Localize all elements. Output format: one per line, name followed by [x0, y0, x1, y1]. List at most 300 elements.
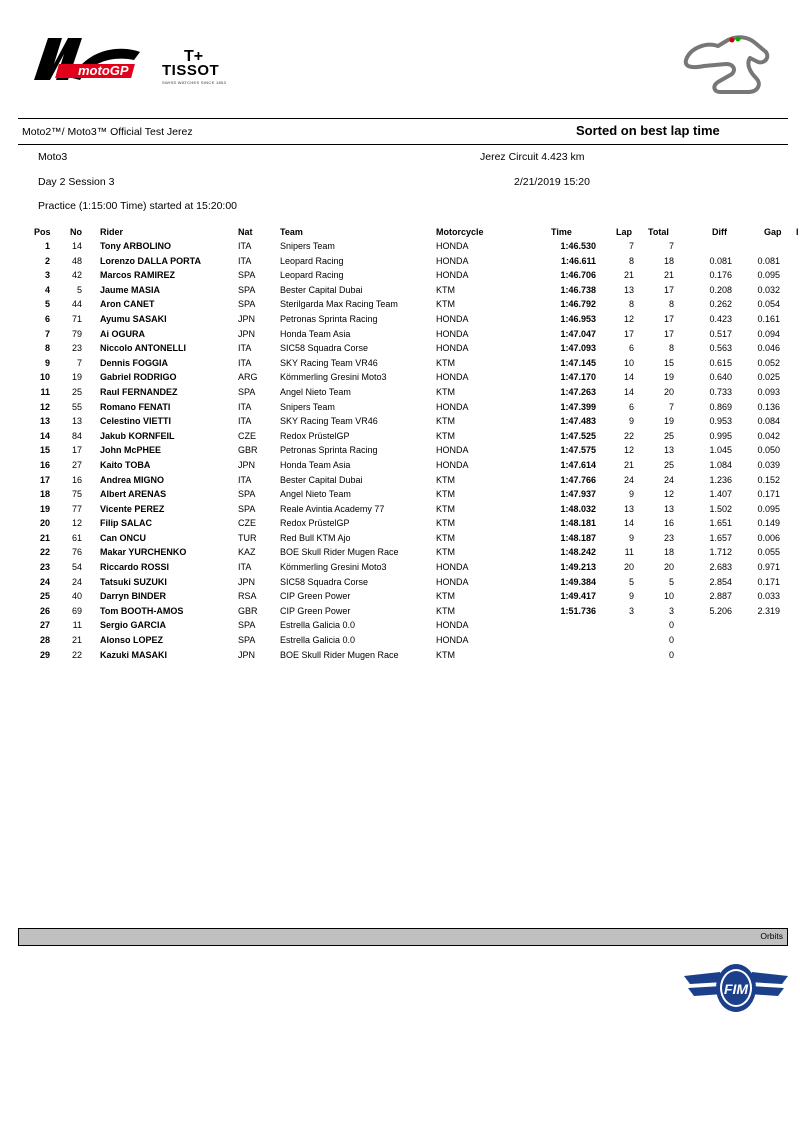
class-label: Moto3 [38, 151, 68, 163]
cell-team: Estrella Galicia 0.0 [280, 635, 356, 646]
cell-team: Sterilgarda Max Racing Team [280, 299, 398, 310]
cell-lap: 24 [623, 474, 634, 485]
cell-pos: 8 [44, 343, 50, 354]
cell-total: 8 [668, 343, 674, 354]
cell-team: Snipers Team [280, 401, 335, 412]
cell-lap: 14 [623, 372, 634, 383]
cell-gap: 0.149 [757, 518, 780, 529]
cell-no: 48 [71, 255, 82, 266]
cell-nat: ITA [238, 401, 252, 412]
col-total: Total [648, 227, 669, 237]
cell-total: 7 [668, 401, 674, 412]
cell-gap: 0.171 [757, 489, 780, 500]
cell-lap: 11 [624, 547, 634, 558]
cell-nat: KAZ [238, 547, 256, 558]
cell-diff: 0.615 [709, 357, 732, 368]
cell-moto: KTM [436, 532, 455, 543]
cell-time: 1:47.093 [560, 343, 596, 354]
cell-total: 25 [663, 430, 674, 441]
cell-pos: 3 [44, 270, 50, 281]
cell-team: Leopard Racing [280, 255, 344, 266]
fim-logo [684, 960, 788, 1018]
cell-no: 19 [71, 372, 82, 383]
cell-lap: 8 [628, 299, 634, 310]
cell-no: 12 [71, 518, 82, 529]
cell-moto: KTM [436, 591, 455, 602]
cell-time: 1:49.213 [560, 562, 596, 573]
cell-time: 1:48.032 [560, 503, 596, 514]
cell-team: Estrella Galicia 0.0 [280, 620, 356, 631]
cell-no: 42 [71, 270, 82, 281]
cell-diff: 0.517 [709, 328, 732, 339]
header-rule-mid [18, 144, 788, 145]
cell-no: 40 [71, 591, 82, 602]
cell-lap: 10 [623, 357, 634, 368]
cell-total: 16 [663, 518, 674, 529]
cell-total: 5 [668, 576, 674, 587]
cell-lap: 6 [628, 343, 634, 354]
cell-pos: 24 [39, 576, 50, 587]
cell-nat: ITA [238, 357, 252, 368]
col-pos: Pos [34, 227, 51, 237]
cell-time: 1:51.736 [560, 605, 596, 616]
cell-gap: 0.039 [757, 459, 780, 470]
cell-moto: KTM [436, 605, 455, 616]
cell-nat: SPA [238, 284, 256, 295]
datetime-label: 2/21/2019 15:20 [514, 176, 590, 188]
cell-team: BOE Skull Rider Mugen Race [280, 649, 399, 660]
cell-nat: ITA [238, 562, 252, 573]
cell-team: Kömmerling Gresini Moto3 [280, 372, 387, 383]
cell-total: 18 [663, 547, 674, 558]
cell-gap: 0.095 [757, 270, 780, 281]
cell-gap: 0.094 [757, 328, 780, 339]
cell-total: 17 [663, 313, 674, 324]
cell-no: 71 [71, 313, 82, 324]
cell-nat: JPN [238, 313, 256, 324]
cell-diff: 1.084 [709, 459, 732, 470]
col-nat: Nat [238, 227, 253, 237]
cell-pos: 15 [39, 445, 50, 456]
cell-no: 17 [71, 445, 82, 456]
cell-rider: Makar YURCHENKO [100, 547, 187, 558]
cell-pos: 12 [39, 401, 50, 412]
cell-moto: HONDA [436, 343, 469, 354]
cell-pos: 6 [44, 313, 50, 324]
cell-diff: 0.733 [709, 386, 732, 397]
cell-diff: 1.712 [709, 547, 732, 558]
cell-total: 19 [663, 372, 674, 383]
cell-time: 1:47.766 [560, 474, 596, 485]
cell-gap: 0.171 [757, 576, 780, 587]
cell-moto: HONDA [436, 576, 469, 587]
cell-diff: 5.206 [709, 605, 732, 616]
cell-nat: SPA [238, 386, 256, 397]
cell-rider: Gabriel RODRIGO [100, 372, 177, 383]
cell-nat: ITA [238, 241, 252, 251]
cell-rider: Can ONCU [100, 532, 147, 543]
cell-diff: 0.953 [709, 416, 732, 427]
cell-team: Redox PrüstelGP [280, 518, 350, 529]
cell-nat: JPN [238, 576, 256, 587]
cell-lap: 9 [628, 416, 634, 427]
cell-nat: GBR [238, 445, 258, 456]
cell-rider: Aron CANET [100, 299, 155, 310]
cell-no: 79 [71, 328, 82, 339]
col-team: Team [280, 227, 303, 237]
col-lap: Lap [616, 227, 633, 237]
cell-lap: 5 [628, 576, 634, 587]
cell-rider: Kazuki MASAKI [100, 649, 168, 660]
cell-time: 1:46.706 [560, 270, 596, 281]
cell-lap: 6 [628, 401, 634, 412]
cell-rider: John McPHEE [100, 445, 162, 456]
cell-total: 20 [663, 562, 674, 573]
cell-pos: 14 [39, 430, 50, 441]
cell-pos: 1 [44, 241, 50, 251]
cell-pos: 5 [44, 299, 50, 310]
cell-pos: 18 [39, 489, 50, 500]
cell-diff: 1.657 [709, 532, 732, 543]
cell-gap: 0.052 [757, 357, 780, 368]
cell-gap: 0.032 [757, 284, 780, 295]
cell-nat: ITA [238, 255, 252, 266]
cell-total: 8 [668, 299, 674, 310]
cell-moto: KTM [436, 547, 455, 558]
session-start-label: Practice (1:15:00 Time) started at 15:20:00 [38, 200, 238, 212]
cell-moto: HONDA [436, 270, 469, 281]
col-diff: Diff [712, 227, 727, 237]
cell-moto: KTM [436, 299, 455, 310]
cell-team: Redox PrüstelGP [280, 430, 350, 441]
cell-nat: ITA [238, 474, 252, 485]
cell-team: Angel Nieto Team [280, 386, 351, 397]
cell-diff: 0.262 [709, 299, 732, 310]
col-rider: Rider [100, 227, 124, 237]
cell-gap: 0.152 [757, 474, 780, 485]
cell-pos: 23 [39, 562, 50, 573]
cell-gap: 0.084 [757, 416, 780, 427]
cell-team: CIP Green Power [280, 591, 351, 602]
cell-no: 16 [71, 474, 82, 485]
cell-rider: Andrea MIGNO [100, 474, 165, 485]
cell-team: SIC58 Squadra Corse [280, 343, 369, 354]
cell-gap: 0.006 [757, 532, 780, 543]
cell-diff: 1.236 [709, 474, 732, 485]
cell-total: 18 [663, 255, 674, 266]
col-time: Time [551, 227, 572, 237]
cell-nat: SPA [238, 489, 256, 500]
cell-pos: 9 [44, 357, 50, 368]
cell-lap: 20 [623, 562, 634, 573]
cell-time: 1:47.145 [560, 357, 596, 368]
cell-diff: 0.423 [709, 313, 732, 324]
cell-pos: 13 [39, 416, 50, 427]
cell-time: 1:47.937 [560, 489, 596, 500]
cell-no: 69 [71, 605, 82, 616]
cell-diff: 1.651 [709, 518, 732, 529]
cell-total: 0 [668, 649, 674, 660]
cell-nat: SPA [238, 270, 256, 281]
cell-total: 20 [663, 386, 674, 397]
cell-total: 3 [668, 605, 674, 616]
cell-pos: 22 [39, 547, 50, 558]
cell-moto: KTM [436, 416, 455, 427]
cell-gap: 2.319 [757, 605, 780, 616]
cell-lap: 8 [628, 255, 634, 266]
cell-nat: SPA [238, 620, 256, 631]
cell-rider: Jakub KORNFEIL [100, 430, 175, 441]
cell-moto: KTM [436, 357, 455, 368]
cell-rider: Marcos RAMIREZ [100, 270, 176, 281]
cell-pos: 17 [39, 474, 50, 485]
cell-rider: Tom BOOTH-AMOS [100, 605, 184, 616]
cell-time: 1:46.738 [560, 284, 596, 295]
event-title: Moto2™/ Moto3™ Official Test Jerez [22, 126, 193, 138]
cell-nat: SPA [238, 299, 256, 310]
cell-gap: 0.095 [757, 503, 780, 514]
cell-no: 7 [76, 357, 82, 368]
cell-diff: 1.502 [709, 503, 732, 514]
cell-pos: 27 [39, 620, 50, 631]
cell-diff: 0.995 [709, 430, 732, 441]
cell-lap: 9 [628, 591, 634, 602]
cell-team: BOE Skull Rider Mugen Race [280, 547, 399, 558]
cell-pos: 19 [39, 503, 50, 514]
cell-time: 1:47.399 [560, 401, 596, 412]
cell-time: 1:48.181 [560, 518, 596, 529]
cell-nat: RSA [238, 591, 257, 602]
cell-nat: ITA [238, 416, 252, 427]
cell-pos: 16 [39, 459, 50, 470]
cell-no: 75 [71, 489, 82, 500]
cell-no: 22 [71, 649, 82, 660]
cell-rider: Albert ARENAS [100, 489, 167, 500]
cell-nat: ARG [238, 372, 258, 383]
cell-nat: SPA [238, 635, 256, 646]
col-gap: Gap [764, 227, 782, 237]
cell-time: 1:47.525 [560, 430, 596, 441]
cell-no: 27 [71, 459, 82, 470]
cell-rider: Filip SALAC [100, 518, 152, 529]
cell-no: 61 [71, 532, 82, 543]
motogp-wordmark: motoGP [78, 63, 129, 78]
cell-lap: 17 [623, 328, 634, 339]
sort-label: Sorted on best lap time [576, 123, 720, 138]
cell-team: Angel Nieto Team [280, 489, 351, 500]
cell-pos: 25 [39, 591, 50, 602]
cell-total: 15 [663, 357, 674, 368]
session-label: Day 2 Session 3 [38, 176, 115, 188]
cell-team: Reale Avintia Academy 77 [280, 503, 385, 514]
cell-rider: Riccardo ROSSI [100, 562, 170, 573]
cell-nat: GBR [238, 605, 258, 616]
cell-time: 1:47.483 [560, 416, 596, 427]
cell-gap: 0.046 [757, 343, 780, 354]
cell-no: 24 [71, 576, 82, 587]
cell-diff: 0.081 [709, 255, 732, 266]
cell-time: 1:46.530 [560, 241, 596, 251]
cell-nat: CZE [238, 518, 256, 529]
footer-bar [18, 928, 788, 946]
cell-pos: 11 [40, 386, 50, 397]
cell-moto: HONDA [436, 401, 469, 412]
cell-diff: 1.407 [709, 489, 732, 500]
cell-moto: HONDA [436, 635, 469, 646]
cell-time: 1:47.047 [560, 328, 596, 339]
cell-moto: KTM [436, 503, 455, 514]
cell-team: SKY Racing Team VR46 [280, 357, 378, 368]
cell-lap: 12 [623, 445, 634, 456]
cell-total: 23 [663, 532, 674, 543]
cell-nat: JPN [238, 328, 256, 339]
cell-moto: HONDA [436, 562, 469, 573]
cell-gap: 0.081 [757, 255, 780, 266]
cell-lap: 12 [623, 313, 634, 324]
cell-rider: Darryn BINDER [100, 591, 167, 602]
cell-gap: 0.054 [757, 299, 780, 310]
cell-team: Bester Capital Dubai [280, 474, 363, 485]
cell-gap: 0.055 [757, 547, 780, 558]
col-extra: l [796, 227, 799, 237]
col-motorcycle: Motorcycle [436, 227, 484, 237]
cell-nat: ITA [238, 343, 252, 354]
cell-rider: Celestino VIETTI [100, 416, 172, 427]
tissot-logo [160, 46, 240, 86]
cell-team: SIC58 Squadra Corse [280, 576, 369, 587]
cell-no: 5 [76, 284, 82, 295]
cell-diff: 1.045 [709, 445, 732, 456]
cell-nat: SPA [238, 503, 256, 514]
cell-diff: 0.176 [709, 270, 732, 281]
cell-diff: 2.854 [709, 576, 732, 587]
cell-lap: 9 [628, 532, 634, 543]
cell-total: 13 [663, 503, 674, 514]
cell-rider: Tony ARBOLINO [100, 241, 171, 251]
cell-no: 14 [71, 241, 82, 251]
cell-moto: KTM [436, 518, 455, 529]
cell-total: 17 [663, 328, 674, 339]
cell-diff: 2.887 [709, 591, 732, 602]
cell-lap: 3 [628, 605, 634, 616]
cell-total: 13 [663, 445, 674, 456]
cell-team: SKY Racing Team VR46 [280, 416, 378, 427]
cell-no: 44 [71, 299, 82, 310]
cell-team: Bester Capital Dubai [280, 284, 363, 295]
cell-rider: Ai OGURA [100, 328, 145, 339]
cell-moto: HONDA [436, 241, 469, 251]
cell-diff: 2.683 [709, 562, 732, 573]
cell-moto: KTM [436, 474, 455, 485]
tissot-tagline: SWISS WATCHES SINCE 1853 [162, 80, 227, 85]
cell-no: 13 [71, 416, 82, 427]
cell-total: 7 [668, 241, 674, 251]
cell-nat: TUR [238, 532, 257, 543]
cell-rider: Kaito TOBA [100, 459, 151, 470]
cell-rider: Vicente PEREZ [100, 503, 165, 514]
cell-no: 76 [71, 547, 82, 558]
cell-total: 19 [663, 416, 674, 427]
cell-moto: HONDA [436, 459, 469, 470]
cell-diff: 0.208 [709, 284, 732, 295]
cell-pos: 20 [39, 518, 50, 529]
cell-lap: 14 [623, 386, 634, 397]
cell-time: 1:49.417 [560, 591, 596, 602]
cell-gap: 0.093 [757, 386, 780, 397]
cell-team: Petronas Sprinta Racing [280, 445, 378, 456]
cell-time: 1:47.170 [560, 372, 596, 383]
cell-diff: 0.869 [709, 401, 732, 412]
cell-total: 25 [663, 459, 674, 470]
tissot-cross-icon: T+ [184, 48, 204, 65]
cell-rider: Romano FENATI [100, 401, 171, 412]
cell-rider: Alonso LOPEZ [100, 635, 163, 646]
cell-nat: CZE [238, 430, 256, 441]
cell-team: Leopard Racing [280, 270, 344, 281]
cell-total: 0 [668, 635, 674, 646]
cell-nat: JPN [238, 459, 256, 470]
col-no: No [70, 227, 82, 237]
cell-team: Honda Team Asia [280, 459, 351, 470]
cell-moto: HONDA [436, 372, 469, 383]
cell-team: Red Bull KTM Ajo [280, 532, 351, 543]
cell-total: 0 [668, 620, 674, 631]
cell-time: 1:49.384 [560, 576, 596, 587]
cell-rider: Dennis FOGGIA [100, 357, 169, 368]
cell-pos: 29 [39, 649, 50, 660]
cell-rider: Lorenzo DALLA PORTA [100, 255, 201, 266]
cell-time: 1:48.242 [560, 547, 596, 558]
cell-diff: 0.563 [709, 343, 732, 354]
cell-lap: 21 [623, 459, 634, 470]
cell-total: 12 [663, 489, 674, 500]
cell-total: 21 [663, 270, 674, 281]
cell-team: Petronas Sprinta Racing [280, 313, 378, 324]
cell-pos: 26 [39, 605, 50, 616]
cell-pos: 4 [44, 284, 50, 295]
cell-team: Honda Team Asia [280, 328, 351, 339]
cell-time: 1:47.263 [560, 386, 596, 397]
cell-no: 11 [72, 620, 82, 631]
cell-no: 25 [71, 386, 82, 397]
track-map-icon [676, 30, 776, 102]
cell-no: 84 [71, 430, 82, 441]
cell-team: Kömmerling Gresini Moto3 [280, 562, 387, 573]
cell-rider: Tatsuki SUZUKI [100, 576, 167, 587]
cell-time: 1:46.953 [560, 313, 596, 324]
cell-gap: 0.161 [757, 313, 780, 324]
cell-rider: Niccolo ANTONELLI [100, 343, 187, 354]
cell-moto: HONDA [436, 328, 469, 339]
cell-moto: HONDA [436, 313, 469, 324]
cell-time: 1:47.614 [560, 459, 596, 470]
cell-gap: 0.033 [757, 591, 780, 602]
cell-pos: 7 [44, 328, 50, 339]
cell-no: 54 [71, 562, 82, 573]
cell-pos: 21 [39, 532, 50, 543]
cell-time: 1:46.611 [560, 255, 596, 266]
cell-lap: 9 [628, 489, 634, 500]
tissot-wordmark: TISSOT [162, 62, 220, 79]
cell-rider: Jaume MASIA [100, 284, 161, 295]
cell-gap: 0.136 [757, 401, 780, 412]
cell-gap: 0.050 [757, 445, 780, 456]
cell-rider: Raul FERNANDEZ [100, 386, 178, 397]
cell-no: 21 [71, 635, 82, 646]
cell-gap: 0.042 [757, 430, 780, 441]
cell-rider: Sergio GARCIA [100, 620, 167, 631]
cell-lap: 21 [623, 270, 634, 281]
